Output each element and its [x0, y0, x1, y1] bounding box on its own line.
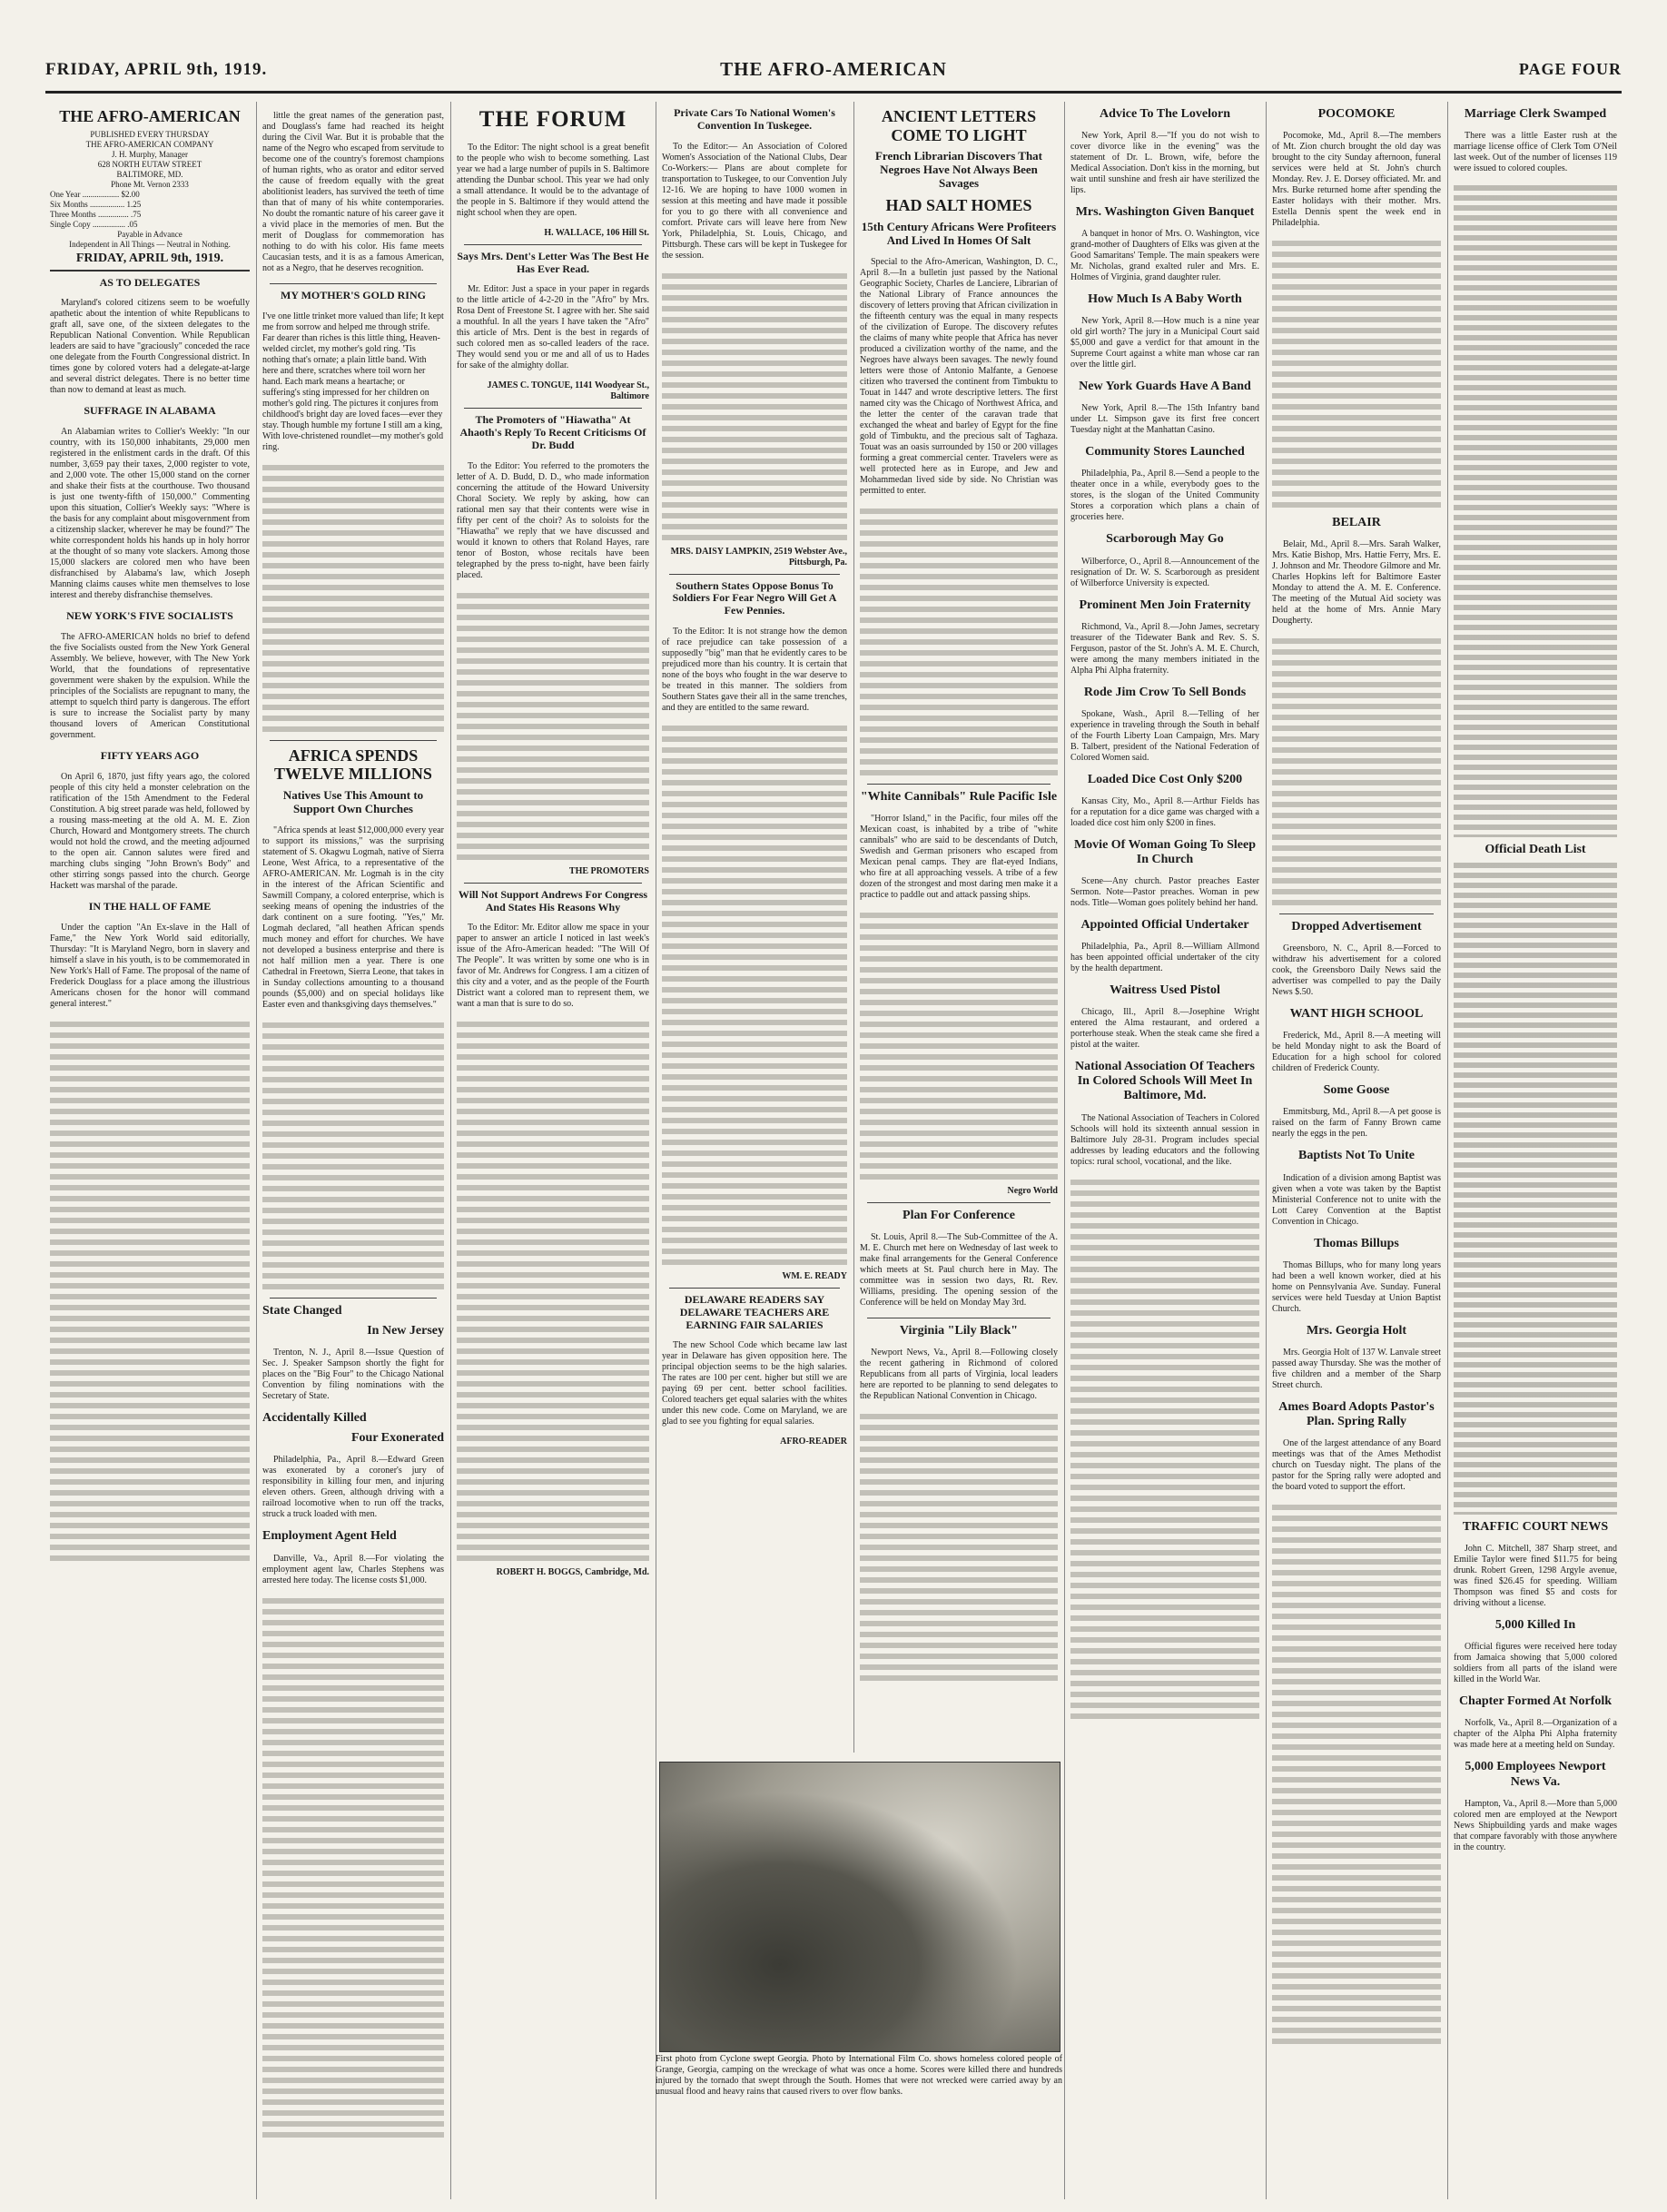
headline-poem: MY MOTHER'S GOLD RING — [281, 289, 426, 301]
headline-advice-lovelorn: Advice To The Lovelorn — [1099, 107, 1231, 121]
letter-mrs-dent: Mr. Editor: Just a space in your paper in regards to the little article of 4-2-20 in the "Afro" by Mrs. Rosa Dent of Freestone St. I agree with her. She said a mouthful. In all the years I have taken the "Afro" this article of Mrs. Dent is the best in regards of such colored men as so-called leaders of the race. They would send you or me and all of us to Hades for sake of the almighty dollar. — [457, 284, 649, 371]
subhead-accidentally-killed: Four Exonerated — [350, 1431, 444, 1446]
signature-wallace: H. WALLACE, 106 Hill St. — [544, 227, 649, 238]
headline-suffrage: SUFFRAGE IN ALABAMA — [84, 404, 216, 418]
death-list — [1454, 861, 1617, 1515]
column-rule — [853, 102, 854, 1753]
headline-banquet: Mrs. Washington Given Banquet — [1075, 205, 1255, 220]
article-dropped-ad: Greensboro, N. C., April 8.—Forced to withdraw his advertisement for a colored cook, the Greensboro Daily News said the advertiser was compelled to pay the Daily News $.50. — [1272, 943, 1441, 998]
article-banquet: A banquet in honor of Mrs. O. Washington, vice grand-mother of Daughters of Elks was given at the Good Samaritans' Temple. The main speakers were Mr. Nicholas, grand exalted ruler and Mrs. E. Holmes of Virginia, grand daughter ruler. — [1070, 229, 1259, 283]
body-text-block — [860, 506, 1058, 778]
article-white-cannibals: "Horror Island," in the Pacific, four miles off the Mexican coast, is inhabited by a tribe of "white cannibals" who are said to be descendants of Dutch, Swedish and German prisoners who escaped from Mexican penal camps. They are flat-eyed Indians, who fire at all approaching vessels. A tribe of a few dozen of the strongest and most daring men make it a practice to paddle out and attack passing ships. — [860, 813, 1058, 900]
headline-georgia-holt: Mrs. Georgia Holt — [1306, 1323, 1407, 1338]
headline-hall-of-fame: IN THE HALL OF FAME — [88, 899, 212, 913]
headline-traffic-court: TRAFFIC COURT NEWS — [1462, 1520, 1609, 1535]
article-georgia-holt: Mrs. Georgia Holt of 137 W. Lanvale street passed away Thursday. She was the mother of five children and a member of the Sharp Street church. — [1272, 1347, 1441, 1390]
signature-afro-reader: AFRO-READER — [780, 1437, 847, 1447]
headline-dropped-ad: Dropped Advertisement — [1291, 920, 1422, 934]
headline-promoters: The Promoters of "Hiawatha" At Ahaoth's Reply To Recent Criticisms Of Dr. Budd — [459, 413, 646, 451]
photo-caption: First photo from Cyclone swept Georgia. Photo by International Film Co. shows homeless colored people of Grange, Georgia, camping on the wreckage of what was once a home. Scores were killed there and hundreds injured by the tornado that swept through the South. Homes that were not wrecked were carried away by an unusual flood and heavy rains that caused rivers to over flow banks. — [656, 2054, 1062, 2097]
body-text-block — [1272, 1502, 1441, 2047]
article-chapter-norfolk: Norfolk, Va., April 8.—Organization of a chapter of the Alpha Phi Alpha fraternity was made here at a meeting held on Sunday. — [1454, 1718, 1617, 1751]
masthead — [45, 60, 1622, 94]
article-want-high-school: Frederick, Md., April 8.—A meeting will be held Monday night to ask the Board of Education for a high school for colored children of Frederick County. — [1272, 1031, 1441, 1074]
article-belair: Belair, Md., April 8.—Mrs. Sarah Walker, Mrs. Katie Bishop, Mrs. Hattie Ferry, Mrs. E. J. Johnson and Mr. Theodore Gilmore and Mr. Charles Hopkins left for Baltimore Easter Monday to attend the A. M. E. Conference. The meeting of the Mutual Aid society was held at the home of Mrs. Annie Mary Dougherty. — [1272, 539, 1441, 627]
column-rule — [1447, 102, 1448, 2199]
column-rule — [450, 102, 451, 2199]
headline-baby-worth: How Much Is A Baby Worth — [1088, 292, 1242, 307]
article-waitress-pistol: Chicago, Ill., April 8.—Josephine Wright entered the Alma restaurant, and ordered a porterhouse steak. When the steak came she fired a pistol at the waiter. — [1070, 1007, 1259, 1051]
poem-mothers-gold-ring: I've one little trinket more valued than life; It kept me from sorrow and helped me through strife. Far dearer than riches is this little thing, Heaven-welded circlet, my mother's gold ring. 'Tis nothing that's ornate; a plain little band. With here and there, scratches where toil worn her hand. Each mark means a heartache; or suffering's sting impressed for her children on mother's gold ring. The pictures it conjures from childhood's bright day are loved faces—ever they stay. Though humble my fortune I still am a king, With love-christened roundlet—my mother's gold ring. — [262, 311, 444, 452]
column-1 — [45, 102, 254, 2199]
headline-appointed-official: Appointed Official Undertaker — [1080, 918, 1249, 933]
headline-ames-board: Ames Board Adopts Pastor's Plan. Spring Rally — [1278, 1399, 1435, 1428]
article-some-goose: Emmitsburg, Md., April 8.—A pet goose is raised on the farm of Fanny Brown came nearly the eggs in the pen. — [1272, 1107, 1441, 1140]
headline-employment-agent: Employment Agent Held — [262, 1529, 397, 1544]
headline-africa: AFRICA SPENDS TWELVE MILLIONS — [274, 746, 432, 784]
column-6 — [1066, 102, 1264, 2199]
masthead-date: FRIDAY, APRIL 9th, 1919. — [45, 60, 268, 79]
column-4 — [657, 102, 852, 1753]
headline-death-list: Official Death List — [1485, 843, 1586, 857]
article-marriage-clerk: There was a little Easter rush at the marriage license office of Clerk Tom O'Neil last week. Out of the number of licenses 119 were issued to colored couples. — [1454, 131, 1617, 174]
headline-want-high-school: WANT HIGH SCHOOL — [1289, 1007, 1424, 1022]
body-text-block — [662, 271, 847, 543]
letter-night-school: To the Editor: The night school is a great benefit to the people who wish to become something. Last year we had a large number of pupils in S. Baltimore attending the Dunbar school. This year we had only a small attendance. It would be to the advantage of the people in S. Baltimore if they would attend the night school when they are open. — [457, 142, 649, 218]
headline-movie-woman: Movie Of Woman Going To Sleep In Church — [1073, 837, 1257, 866]
article-state-changed: Trenton, N. J., April 8.—Issue Question of Sec. J. Speaker Sampson shortly the fight for places on the "Big Four" to the Chicago National Convention by filing nominations with the Secretary of State. — [262, 1348, 444, 1402]
body-text-block — [262, 1020, 444, 1292]
signature-boggs: ROBERT H. BOGGS, Cambridge, Md. — [496, 1567, 649, 1578]
headline-will-not-support: Will Not Support Andrews For Congress And States His Reasons Why — [458, 887, 648, 913]
headline-jim-crow: Rode Jim Crow To Sell Bonds — [1083, 685, 1247, 699]
rate-three-months: Three Months ............... .75 — [50, 209, 142, 219]
body-text-block — [262, 462, 444, 735]
article-accidentally-killed: Philadelphia, Pa., April 8.—Edward Green was exonerated by a coroner's jury of responsibility in killing four men, and injuring eleven others. Green, although driving with a railroad locomotive when to run off the tracks, struck a truck loaded with men. — [262, 1455, 444, 1520]
article-fifty-years: On April 6, 1870, just fifty years ago, the colored people of this city held a monster celebration on the ratification of the 15th Amendment to the Federal Constitution. A big street parade was held, followed by a rousing mass-meeting at the old A. M. E. Zion Church, Howard and Montgomery streets. The church would not hold the crowd, and the meeting adjourned to the open air. Cannon salutes were fired and marching clubs singing "John Brown's Body" and other stirring songs passed into the church. George Hackett was marshal of the parade. — [50, 771, 250, 891]
column-8 — [1449, 102, 1622, 2199]
article-delegates: Maryland's colored citizens seem to be woefully apathetic about the intention of white Republicans to graft all, save one, of the sixteen delegates to the Republican National Convention. While Republican leaders are said to have "graciously" conceded the race one delegate from the Fourth Congressional district. In times gone by colored voters had a delegate-at-large and several district delegates. There is no better time than now to demand at least as much. — [50, 298, 250, 396]
headline-state-changed: State Changed — [262, 1304, 342, 1318]
article-5000-killed: Official figures were received here today from Jamaica showing that 5,000 colored soldiers from all parts of the island were killed in the World War. — [1454, 1642, 1617, 1685]
rate-one-year: One Year .................. $2.00 — [50, 189, 140, 199]
column-7 — [1268, 102, 1445, 2199]
article-baptists: Indication of a division among Baptist was given when a vote was taken by the Baptist Ministerial Conference not to unite with the Lott Carey Convention at the Baptist Convention in Chicago. — [1272, 1172, 1441, 1227]
article-thomas-billups: Thomas Billups, who for many long years had been a well known worker, died at his home on Pennsylvania Ave. Sunday. Funeral services were held Tuesday at Union Baptist Church. — [1272, 1259, 1441, 1314]
masthead-title: THE AFRO-AMERICAN — [720, 58, 947, 80]
headline-chapter-norfolk: Chapter Formed At Norfolk — [1458, 1694, 1613, 1709]
article-ancient-letters: Special to the Afro-American, Washington, D. C., April 8.—In a bulletin just passed by the National Geographic Society, Charles de Lanciere, Librarian of the National Library of France announces the discovery of letters proving that African civilization in the fifteenth century was the equal in many respects of the civilization of Europe. The discovery refutes the claims of many white people that Africa has never produced a civilization worthy of the name, and the Negroes have always been savages. The newly found letters were those of Antonio Malfante, a Genoese citizen who traversed the continent from Timbuktu to Touat in 1447 and wrote descriptive letters. The first named city was the Chicago of Northwest Africa, and the letter the center of the caravan trade that exchanged the wheat and barley of Egypt for the fine gold of Timbuktu, and the precious salt of Taghaza. Touat was an oasis surrounded by 150 or 200 villages forming a great commercial center. Travelers were as well protected here as in Europe, and Jew and Mohammedan lived side by side. No Christian was permitted to enter. — [860, 256, 1058, 496]
headline-prominent-men: Prominent Men Join Fraternity — [1079, 597, 1251, 612]
headline-white-cannibals: "White Cannibals" Rule Pacific Isle — [860, 789, 1058, 804]
rate-note: Payable in Advance — [117, 229, 182, 239]
body-text-block — [50, 1019, 250, 1564]
article-teachers-association: The National Association of Teachers in Colored Schools will hold its sixteenth annual session in Baltimore July 28-31. Program includes special addresses by leading educators and the following topics: rural school, vocational, and the like. — [1070, 1112, 1259, 1167]
headline-delegates: AS TO DELEGATES — [99, 275, 201, 289]
subhead-state-changed: In New Jersey — [367, 1324, 444, 1338]
city-line: BALTIMORE, MD. — [116, 169, 183, 179]
signature-promoters: THE PROMOTERS — [568, 865, 649, 876]
column-rule — [1266, 102, 1267, 2199]
body-text-block — [662, 723, 847, 1268]
headline-5000-employees: 5,000 Employees Newport News Va. — [1465, 1760, 1606, 1789]
article-movie-woman: Scene—Any church. Pastor preaches Easter Sermon. Note—Pastor preaches. Woman in pew nods. Title—Woman goes politely behind her hand. — [1070, 876, 1259, 909]
article-prominent-men: Richmond, Va., April 8.—John James, secretary treasurer of the Tidewater Bank and Rev. S. S. Ferguson, pastor of the St. John's A. M. E. Church, were among the many members initiated in the Alpha Phi Alpha fraternity. — [1070, 621, 1259, 676]
headline-soldiers-bonus: Southern States Oppose Bonus To Soldiers For Fear Negro Will Get A Few Pennies. — [672, 578, 837, 617]
body-text-block — [1272, 238, 1441, 510]
subhead-salt-homes: 15th Century Africans Were Profiteers And Lived In Homes Of Salt — [861, 219, 1057, 247]
pub-company: THE AFRO-AMERICAN COMPANY — [85, 139, 214, 149]
headline-fifty-years: FIFTY YEARS AGO — [100, 749, 200, 763]
article-baby-worth: New York, April 8.—How much is a nine year old girl worth? The jury in a Municipal Court said $5,000 and gave a verdict for that amount in the Supreme Court against a white man whose car ran over the little girl. — [1070, 316, 1259, 370]
rate-single: Single Copy ................ .05 — [50, 219, 138, 229]
cyclone-photo — [659, 1762, 1060, 2052]
headline-plan-conference: Plan For Conference — [903, 1208, 1015, 1222]
column-rule — [256, 102, 257, 2199]
headline-mrs-dent: Says Mrs. Dent's Letter Was The Best He Has Ever Read. — [457, 249, 649, 275]
headline-socialists: NEW YORK'S FIVE SOCIALISTS — [66, 609, 233, 623]
headline-belair: BELAIR — [1332, 516, 1381, 530]
article-africa: "Africa spends at least $12,000,000 every year to support its missions," was the surprising statement of S. Okagwu Logmah, native of Sierra Leone, West Africa, to a representative of the AFRO-AMERICAN. Mr. Logmah is in the city in the interest of the African Scientific and Sawmill Company, a colored enterprise, which is seeking means of opening the industries of the dark continent on a sure footing. "Yes," Mr. Logmah declared, "all heathen African spends much money and effort for churches. We have not developed a business enterprise and there is not half million men a year. There is one Cathedral in Freetown, Sierra Leone, that takes in in Sunday collections amounting to a thousand pounds ($5,000) and on special holidays like Easter even and thanksgiving days themselves." — [262, 825, 444, 1011]
article-socialists: The AFRO-AMERICAN holds no brief to defend the five Socialists ousted from the New York General Assembly. We believe, however, with The New York World, that the foundations of representative government were shaken by the expulsion. While the principles of the Socialists are repugnant to many, the attempt to squelch third party is dangerous. The effort is sure to increase the Socialist party by many thousand lovers of American Constitutional government. — [50, 632, 250, 741]
article-ames-board: One of the largest attendance of any Board meetings was that of the Ames Methodist church on Tuesday night. The plans of the pastor for the Spring rally were adopted and the board voted to support the effort. — [1272, 1437, 1441, 1492]
letter-soldiers-bonus: To the Editor: It is not strange how the demon of race prejudice can take possession of a supposedly "big" man that he evidently cares to be prejudiced more than his country. It is certain that none of the boys who fought in the war deserve to be treated in this manner. The soldiers from Southern States gave their all in the same trenches, and they are entitled to the same reward. — [662, 626, 847, 713]
headline-community-stores: Community Stores Launched — [1085, 445, 1245, 459]
phone-line: Phone Mt. Vernon 2333 — [111, 179, 189, 189]
article-5000-employees: Hampton, Va., April 8.—More than 5,000 colored men are employed at the Newport News Shipbuilding yards and make wages that compare favorably with those anywhere in the country. — [1454, 1798, 1617, 1852]
headline-ancient-letters: ANCIENT LETTERS COME TO LIGHT — [881, 107, 1037, 144]
source-negro-world: Negro World — [1007, 1185, 1058, 1196]
headline-forum: THE FORUM — [478, 107, 627, 132]
signature-lampkin: MRS. DAISY LAMPKIN, 2519 Webster Ave., Pittsburgh, Pa. — [670, 546, 847, 568]
signature-ready: WM. E. READY — [782, 1270, 847, 1281]
article-loaded-dice: Kansas City, Mo., April 8.—Arthur Fields has for a reputation for a dice game was charged with a loaded dice cost him only $200 in fines. — [1070, 795, 1259, 828]
article-scarborough: Wilberforce, O., April 8.—Announcement of the resignation of Dr. W. S. Scarborough as president of Wilberforce University is expected. — [1070, 556, 1259, 588]
headline-teachers-association: National Association Of Teachers In Colored Schools Will Meet In Baltimore, Md. — [1075, 1060, 1255, 1103]
body-text-block — [860, 1411, 1058, 1684]
letter-promoters: To the Editor: You referred to the promoters the letter of A. D. Budd, D. D., who made information concerning the attitude of the Howard University Choral Society. We reply by asking, how can rational men say that their contents were wise in fifty per cent of the choir? As to soloists for the "Hiawatha" we reply that we have discussed and would it known to others that Roland Hayes, rare tenor of Boston, whose recitals have been telegraphed by the press to-night, have been fairly placed. — [457, 460, 649, 580]
column-rule — [1064, 102, 1065, 2199]
article-douglass: little the great names of the generation past, and Douglass's fame had reached its height during the Civil War. But it is probable that the name of the Negro who escaped from servitude to become one of the country's foremost champions of human rights, who as orator and editor served the cause of freedom equally with the great abolitionist leaders, has survived the teeth of time than that of many of his white contemporaries. No doubt the romantic nature of his career gave it a vivid place in the memories of men. But the merit of Douglass for commemoration has nothing to do with his color. His fame meets Caucasian tests, and it is as a famous American, not as a Negro, that he deserves recognition. — [262, 111, 444, 273]
headline-baptists: Baptists Not To Unite — [1298, 1149, 1415, 1163]
subhead-ancient-letters: French Librarian Discovers That Negroes Have Not Always Been Savages — [874, 149, 1043, 191]
address-line: 628 NORTH EUTAW STREET — [97, 159, 202, 169]
headline-delaware: DELAWARE READERS SAY DELAWARE TEACHERS ARE EARNING FAIR SALARIES — [679, 1292, 830, 1331]
article-ny-guards: New York, April 8.—The 15th Infantry band under Lt. Simpson gave its first free concert Tuesday night at the Manhattan Casino. — [1070, 403, 1259, 436]
body-text-block — [860, 910, 1058, 1182]
article-traffic-court: John C. Mitchell, 387 Sharp street, and Emilie Taylor were fined $11.75 for being drunk. Robert Green, 1298 Argyle avenue, was fined $26.45 for speeding. William Thompson was fined $5 and costs for driving without a license. — [1454, 1544, 1617, 1609]
masthead-page-number: PAGE FOUR — [1518, 60, 1622, 78]
rate-six-months: Six Months ................. 1.25 — [50, 199, 142, 209]
motto: Independent in All Things — Neutral in Nothing. — [69, 239, 231, 249]
article-pocomoke: Pocomoke, Md., April 8.—The members of Mt. Zion church brought the old day was brought to the city Sunday afternoon, funeral services were held at St. John's church Monday. Rev. J. E. Dorsey officiated. Mr. and Mrs. Burke returned home after spending the Easter holidays with their mother. Mrs. Estella Dennis spent the week end in Philadelphia. — [1272, 131, 1441, 229]
marriage-license-list — [1454, 183, 1617, 837]
headline-some-goose: Some Goose — [1323, 1083, 1390, 1098]
article-community-stores: Philadelphia, Pa., April 8.—Send a people to the theater once in a while, everybody goes to the stores, is the slogan of the United Community Stores a corporation which plans a chain of groceries here. — [1070, 469, 1259, 523]
body-text-block — [457, 590, 649, 863]
headline-private-cars: Private Cars To National Women's Convention In Tuskegee. — [674, 106, 835, 132]
letter-private-cars: To the Editor:— An Association of Colored Women's Association of the National Clubs, Dear Co-Workers:— Plans are about complete for transportation to Tuskegee, to our Convention July 12-16. We are hoping to have 1000 women in session at this meeting and have made it possible for you to go there with all convenience and comfort. Private cars will leave here from New York, Philadelphia, St. Louis, Chicago, and Pittsburgh. These cars will be kept in Tuskegee for the session. — [662, 141, 847, 261]
column-5 — [855, 102, 1062, 1753]
article-appointed-official: Philadelphia, Pa., April 8.—William Allmond has been appointed official undertaker of the city by the health department. — [1070, 942, 1259, 974]
article-plan-conference: St. Louis, April 8.—The Sub-Committee of the A. M. E. Church met here on Wednesday of last week to make final arrangements for the General Conference which meets at St. Paul church here in May. The committee was in session two days, Rt. Rev. Williams, presiding. The opening session of the Conference will be held on Monday May 3rd. — [860, 1231, 1058, 1308]
headline-marriage-clerk: Marriage Clerk Swamped — [1464, 107, 1607, 121]
headline-salt-homes: HAD SALT HOMES — [885, 196, 1032, 215]
body-text-block — [262, 1595, 444, 2140]
signature-tongue: JAMES C. TONGUE, 1141 Woodyear St., Baltimore — [487, 380, 649, 402]
body-text-block — [1070, 1177, 1259, 1722]
editorial-date: FRIDAY, APRIL 9th, 1919. — [75, 251, 224, 265]
headline-waitress-pistol: Waitress Used Pistol — [1110, 983, 1220, 998]
pub-line: PUBLISHED EVERY THURSDAY — [90, 129, 210, 139]
editor-line: J. H. Murphy, Manager — [112, 149, 188, 159]
headline-ny-guards: New York Guards Have A Band — [1079, 380, 1251, 394]
article-hall-of-fame: Under the caption "An Ex-slave in the Hall of Fame," the New York World said editorially, Thursday: "It is Maryland Negro, born in slavery and himself a slave in his youth, is to be commemorated in New York's Hall of Fame. The proposal of the name of Frederick Douglass for a place among the illustrious Americans chosen for the honor will command general interest." — [50, 922, 250, 1009]
letter-will-not-support: To the Editor: Mr. Editor allow me space in your paper to answer an article I noticed in last week's issue of the Afro-American headed: "The Will Of The People". It was written by some one who is in favor of Mr. Andrews for Congress. I am a citizen of this city and a voter, and as the people of the Fourth District want a colored man to represent them, we want a man that is sure to do so. — [457, 923, 649, 1010]
headline-loaded-dice: Loaded Dice Cost Only $200 — [1087, 772, 1243, 786]
headline-accidentally-killed: Accidentally Killed — [262, 1411, 367, 1426]
article-suffrage: An Alabamian writes to Collier's Weekly: "In our country, with its 150,000 inhabitants, 29,000 men registered in the enlistment cards in the draft. Of this number, 3,659 pay their taxes, 2,000 register to vote, and 2,000 vote. The other 15,000 stand on the corner and shake their fists at the courthouse. Two thousand is just one twenty-fifth of 150,000." Commenting upon this situation, Collier's Weekly says: "Where is the basis for any complaint about misgovernment from a citizenship slacker, wherever he may be found?" The white correspondent holds his hands up in holy horror at the thought of so many vote slackers. Among those 15,000 slackers are colored men who have been disfranchised by Alabama's law, which Joseph Manning claims causes white men themselves to lose interest and thereby disfranchise themselves. — [50, 427, 250, 601]
article-advice-lovelorn: New York, April 8.—"If you do not wish to cover divorce like in the evening" was the statement of Dr. L. Brown, wife, before the Medical Association. Don't kiss in the morning, but wait until sunshine and fresh air have sterilized the lips. — [1070, 131, 1259, 196]
article-virginia-lily-black: Newport News, Va., April 8.—Following closely the recent gathering in Richmond of colored Republicans from all parts of Virginia, local leaders here are reported to be planning to send delegates to the Republican National Convention in Chicago. — [860, 1348, 1058, 1402]
article-employment-agent: Danville, Va., April 8.—For violating the employment agent law, Charles Stephens was arrested here today. The license costs $1,000. — [262, 1553, 444, 1585]
headline-thomas-billups: Thomas Billups — [1314, 1236, 1399, 1250]
paper-name: THE AFRO-AMERICAN — [59, 107, 241, 125]
subhead-africa: Natives Use This Amount to Support Own Churches — [282, 788, 424, 816]
body-text-block — [1272, 636, 1441, 908]
column-3 — [452, 102, 654, 2199]
letter-delaware: The new School Code which became law last year in Delaware has given opposition here. The principal objection seems to be the high salaries. The rates are 100 per cent. higher but still we are paying 69 per cent. better school facilities. Colored teachers get equal salaries with the whites under this new code. Come on Maryland, we are glad to see you fighting for equal salaries. — [662, 1340, 847, 1427]
headline-scarborough: Scarborough May Go — [1106, 532, 1224, 547]
headline-virginia-lily-black: Virginia "Lily Black" — [899, 1323, 1019, 1338]
body-text-block — [457, 1019, 649, 1564]
article-jim-crow: Spokane, Wash., April 8.—Telling of her experience in traveling through the South in behalf of the Fourth Liberty Loan Campaign, Mrs. Mary B. Talbert, president of the National Federation of Colored Women said. — [1070, 708, 1259, 763]
column-2 — [258, 102, 449, 2199]
headline-pocomoke: POCOMOKE — [1317, 107, 1396, 121]
headline-5000-killed: 5,000 Killed In — [1494, 1618, 1576, 1633]
